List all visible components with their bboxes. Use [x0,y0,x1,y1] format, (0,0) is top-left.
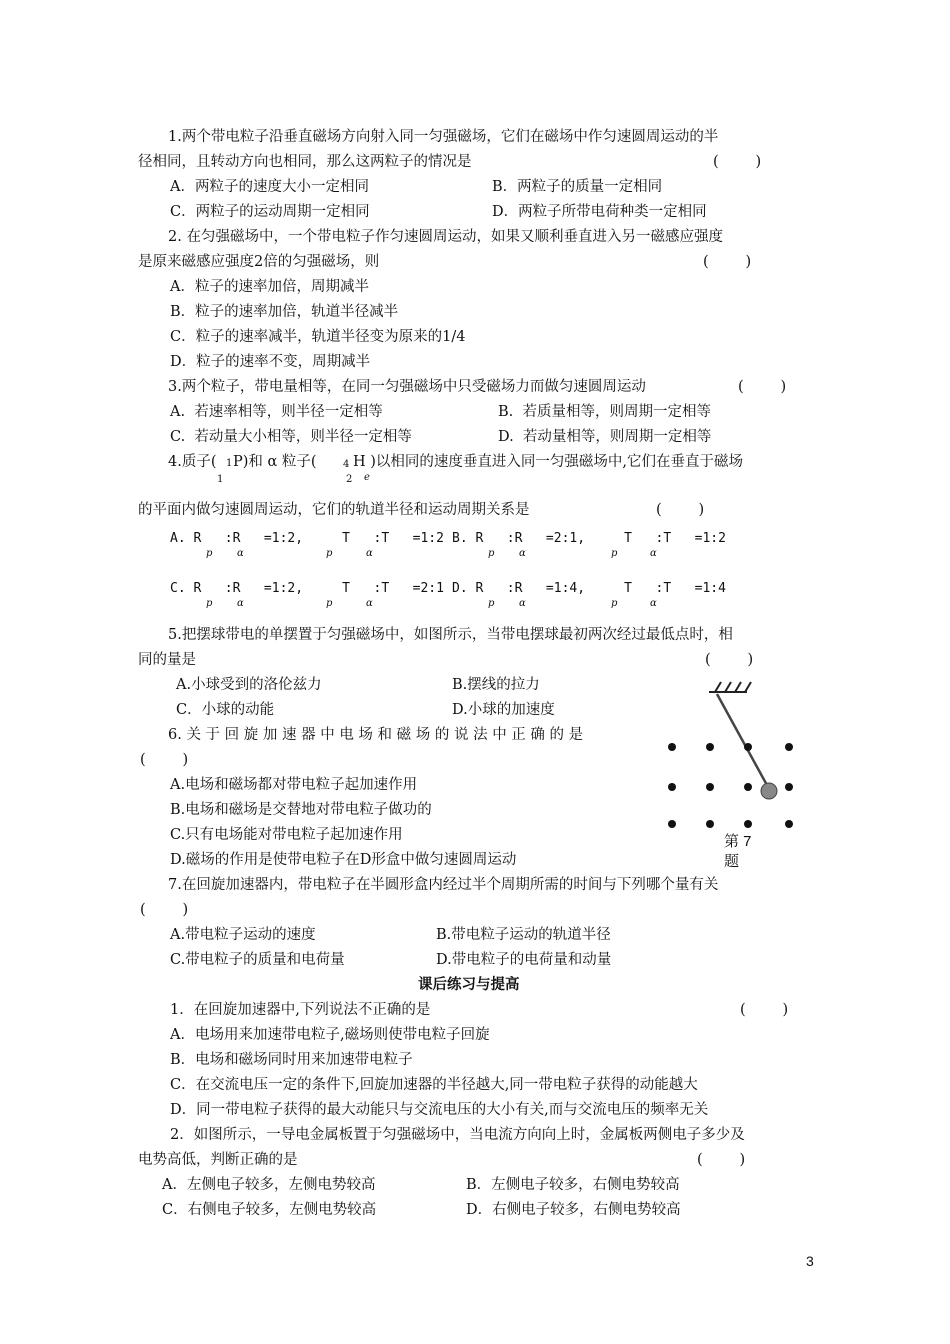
q4-element-subscript: e [364,472,370,483]
q2-stem-line2: 是原来磁感应强度2倍的匀强磁场，则 [138,254,380,270]
q1-option-d: D．两粒子所带电荷种类一定相同 [492,204,707,220]
q1-answer-paren: ( ) [713,154,762,170]
q6-stem: 6. 关 于 回 旋 加 速 器 中 电 场 和 磁 场 的 说 法 中 正 确 的 是 [168,727,584,743]
pendulum-support-icon [709,682,751,692]
p2-answer-paren: ( ) [697,1152,746,1168]
q4-b-sub-alpha2: α [650,548,657,559]
q5-option-d: D.小球的加速度 [452,702,555,718]
q4-option-a: A. R :R =1:2, T :T =1:2 [170,531,444,546]
q4-a-sub-alpha1: α [237,548,244,559]
q4-option-b: B. R :R =2:1, T :T =1:2 [452,531,726,546]
q6-option-d: D.磁场的作用是使带电粒子在D形盒中做匀速圆周运动 [170,852,517,868]
q4-c-sub-p1: p [206,598,213,609]
q4-b-sub-p2: p [611,548,618,559]
q4-answer-paren: ( ) [656,502,705,518]
q5-option-a: A.小球受到的洛伦兹力 [176,677,322,693]
q1-option-a: A．两粒子的速度大小一定相同 [170,179,369,195]
q4-proton-charge-subscript: 1 [217,474,224,485]
q5-option-b: B.摆线的拉力 [452,677,540,693]
q3-option-a: A. 若速率相等，则半径一定相等 [170,404,383,420]
p1-stem: 1．在回旋加速器中,下列说法不正确的是 [170,1002,431,1018]
q4-d-sub-alpha2: α [650,598,657,609]
figure-caption-line2: 题 [724,853,740,870]
q7-option-a: A.带电粒子运动的速度 [170,927,316,943]
q4-option-c: C. R :R =1:2, T :T =2:1 [170,581,444,596]
q4-alpha-charge-subscript: 2 [346,474,353,485]
q6-option-a: A.电场和磁场都对带电粒子起加速作用 [170,777,418,793]
q2-option-c: C．粒子的速率减半，轨道半径变为原来的1/4 [170,329,466,345]
p2-option-a: A．左侧电子较多，左侧电势较高 [162,1177,376,1193]
p2-option-c: C．右侧电子较多，左侧电势较高 [162,1202,377,1218]
q1-stem-line1: 1.两个带电粒子沿垂直磁场方向射入同一匀强磁场，它们在磁场中作匀速圆周运动的半 [168,129,719,145]
q4-c-sub-p2: p [326,598,333,609]
q2-option-b: B．粒子的速率加倍，轨道半径减半 [170,304,399,320]
q4-d-sub-alpha1: α [519,598,526,609]
pendulum-bob [761,783,777,799]
q4-a-sub-p1: p [206,548,213,559]
p2-stem-line1: 2．如图所示，一导电金属板置于匀强磁场中，当电流方向向上时，金属板两侧电子多少及 [170,1127,745,1143]
q4-proton-mass-subscript: 1 [226,458,233,469]
q1-option-c: C．两粒子的运动周期一定相同 [170,204,370,220]
q4-a-sub-alpha2: α [366,548,373,559]
figure-caption-line1: 第 7 [724,833,752,850]
q4-option-d: D. R :R =1:4, T :T =1:4 [452,581,726,596]
q6-option-c: C.只有电场能对带电粒子起加速作用 [170,827,403,843]
q4-stem-part1: 4.质子( [168,454,217,470]
q4-d-sub-p1: p [488,598,495,609]
q4-stem-part2: P)和 α 粒子( [233,454,317,470]
q4-stem-line2: 的平面内做匀速圆周运动，它们的轨道半径和运动周期关系是 [138,502,530,518]
q4-b-sub-alpha1: α [519,548,526,559]
q6-answer-paren: ( ) [140,752,189,768]
p1-option-a: A．电场用来加速带电粒子,磁场则使带电粒子回旋 [170,1027,490,1043]
p1-option-b: B．电场和磁场同时用来加速带电粒子 [170,1052,413,1068]
q7-option-c: C.带电粒子的质量和电荷量 [170,952,345,968]
q2-stem-line1: 2. 在匀强磁场中，一个带电粒子作匀速圆周运动，如果又顺利垂直进入另一磁感应强度 [168,229,723,245]
q7-stem: 7.在回旋加速器内，带电粒子在半圆形盒内经过半个周期所需的时间与下列哪个量有关 [168,877,719,893]
q3-option-c: C. 若动量大小相等，则半径一定相等 [170,429,412,445]
q6-option-b: B.电场和磁场是交替地对带电粒子做功的 [170,802,432,818]
q5-answer-paren: ( ) [705,652,754,668]
q5-option-c: C．小球的动能 [176,702,275,718]
q4-b-sub-p1: p [488,548,495,559]
q7-option-d: D.带电粒子的电荷量和动量 [436,952,612,968]
q4-alpha-mass-subscript: 4 [343,459,350,470]
q2-option-d: D．粒子的速率不变，周期减半 [170,354,371,370]
q4-c-sub-alpha1: α [237,598,244,609]
page-number: 3 [806,1253,814,1269]
pendulum-magnetic-field-figure [655,676,805,836]
q1-option-b: B．两粒子的质量一定相同 [492,179,663,195]
q5-stem-line1: 5.把摆球带电的单摆置于匀强磁场中，如图所示，当带电摆球最初两次经过最低点时，相 [168,627,733,643]
q3-answer-paren: ( ) [738,379,787,395]
p2-option-b: B．左侧电子较多，右侧电势较高 [466,1177,680,1193]
q1-stem-line2: 径相同，且转动方向也相同，那么这两粒子的情况是 [138,154,472,170]
q2-option-a: A．粒子的速率加倍，周期减半 [170,279,369,295]
q4-d-sub-p2: p [611,598,618,609]
pendulum-string [717,694,768,787]
q3-option-b: B. 若质量相等，则周期一定相等 [498,404,711,420]
p1-answer-paren: ( ) [740,1002,789,1018]
p2-option-d: D．右侧电子较多，右侧电势较高 [466,1202,681,1218]
section-title: 课后练习与提高 [418,977,520,993]
q7-option-b: B.带电粒子运动的轨道半径 [436,927,611,943]
q3-stem: 3.两个粒子，带电量相等，在同一匀强磁场中只受磁场力而做匀速圆周运动 [168,379,646,395]
q2-answer-paren: ( ) [703,254,752,270]
q4-stem-part3: H )以相同的速度垂直进入同一匀强磁场中,它们在垂直于磁场 [353,454,744,470]
p2-stem-line2: 电势高低，判断正确的是 [138,1152,298,1168]
p1-option-c: C．在交流电压一定的条件下,回旋加速器的半径越大,同一带电粒子获得的动能越大 [170,1077,698,1093]
q5-stem-line2: 同的量是 [138,652,196,668]
q7-answer-paren: ( ) [140,902,189,918]
q3-option-d: D. 若动量相等，则周期一定相等 [498,429,712,445]
q4-c-sub-alpha2: α [366,598,373,609]
q4-a-sub-p2: p [326,548,333,559]
p1-option-d: D．同一带电粒子获得的最大动能只与交流电压的大小有关,而与交流电压的频率无关 [170,1102,709,1118]
